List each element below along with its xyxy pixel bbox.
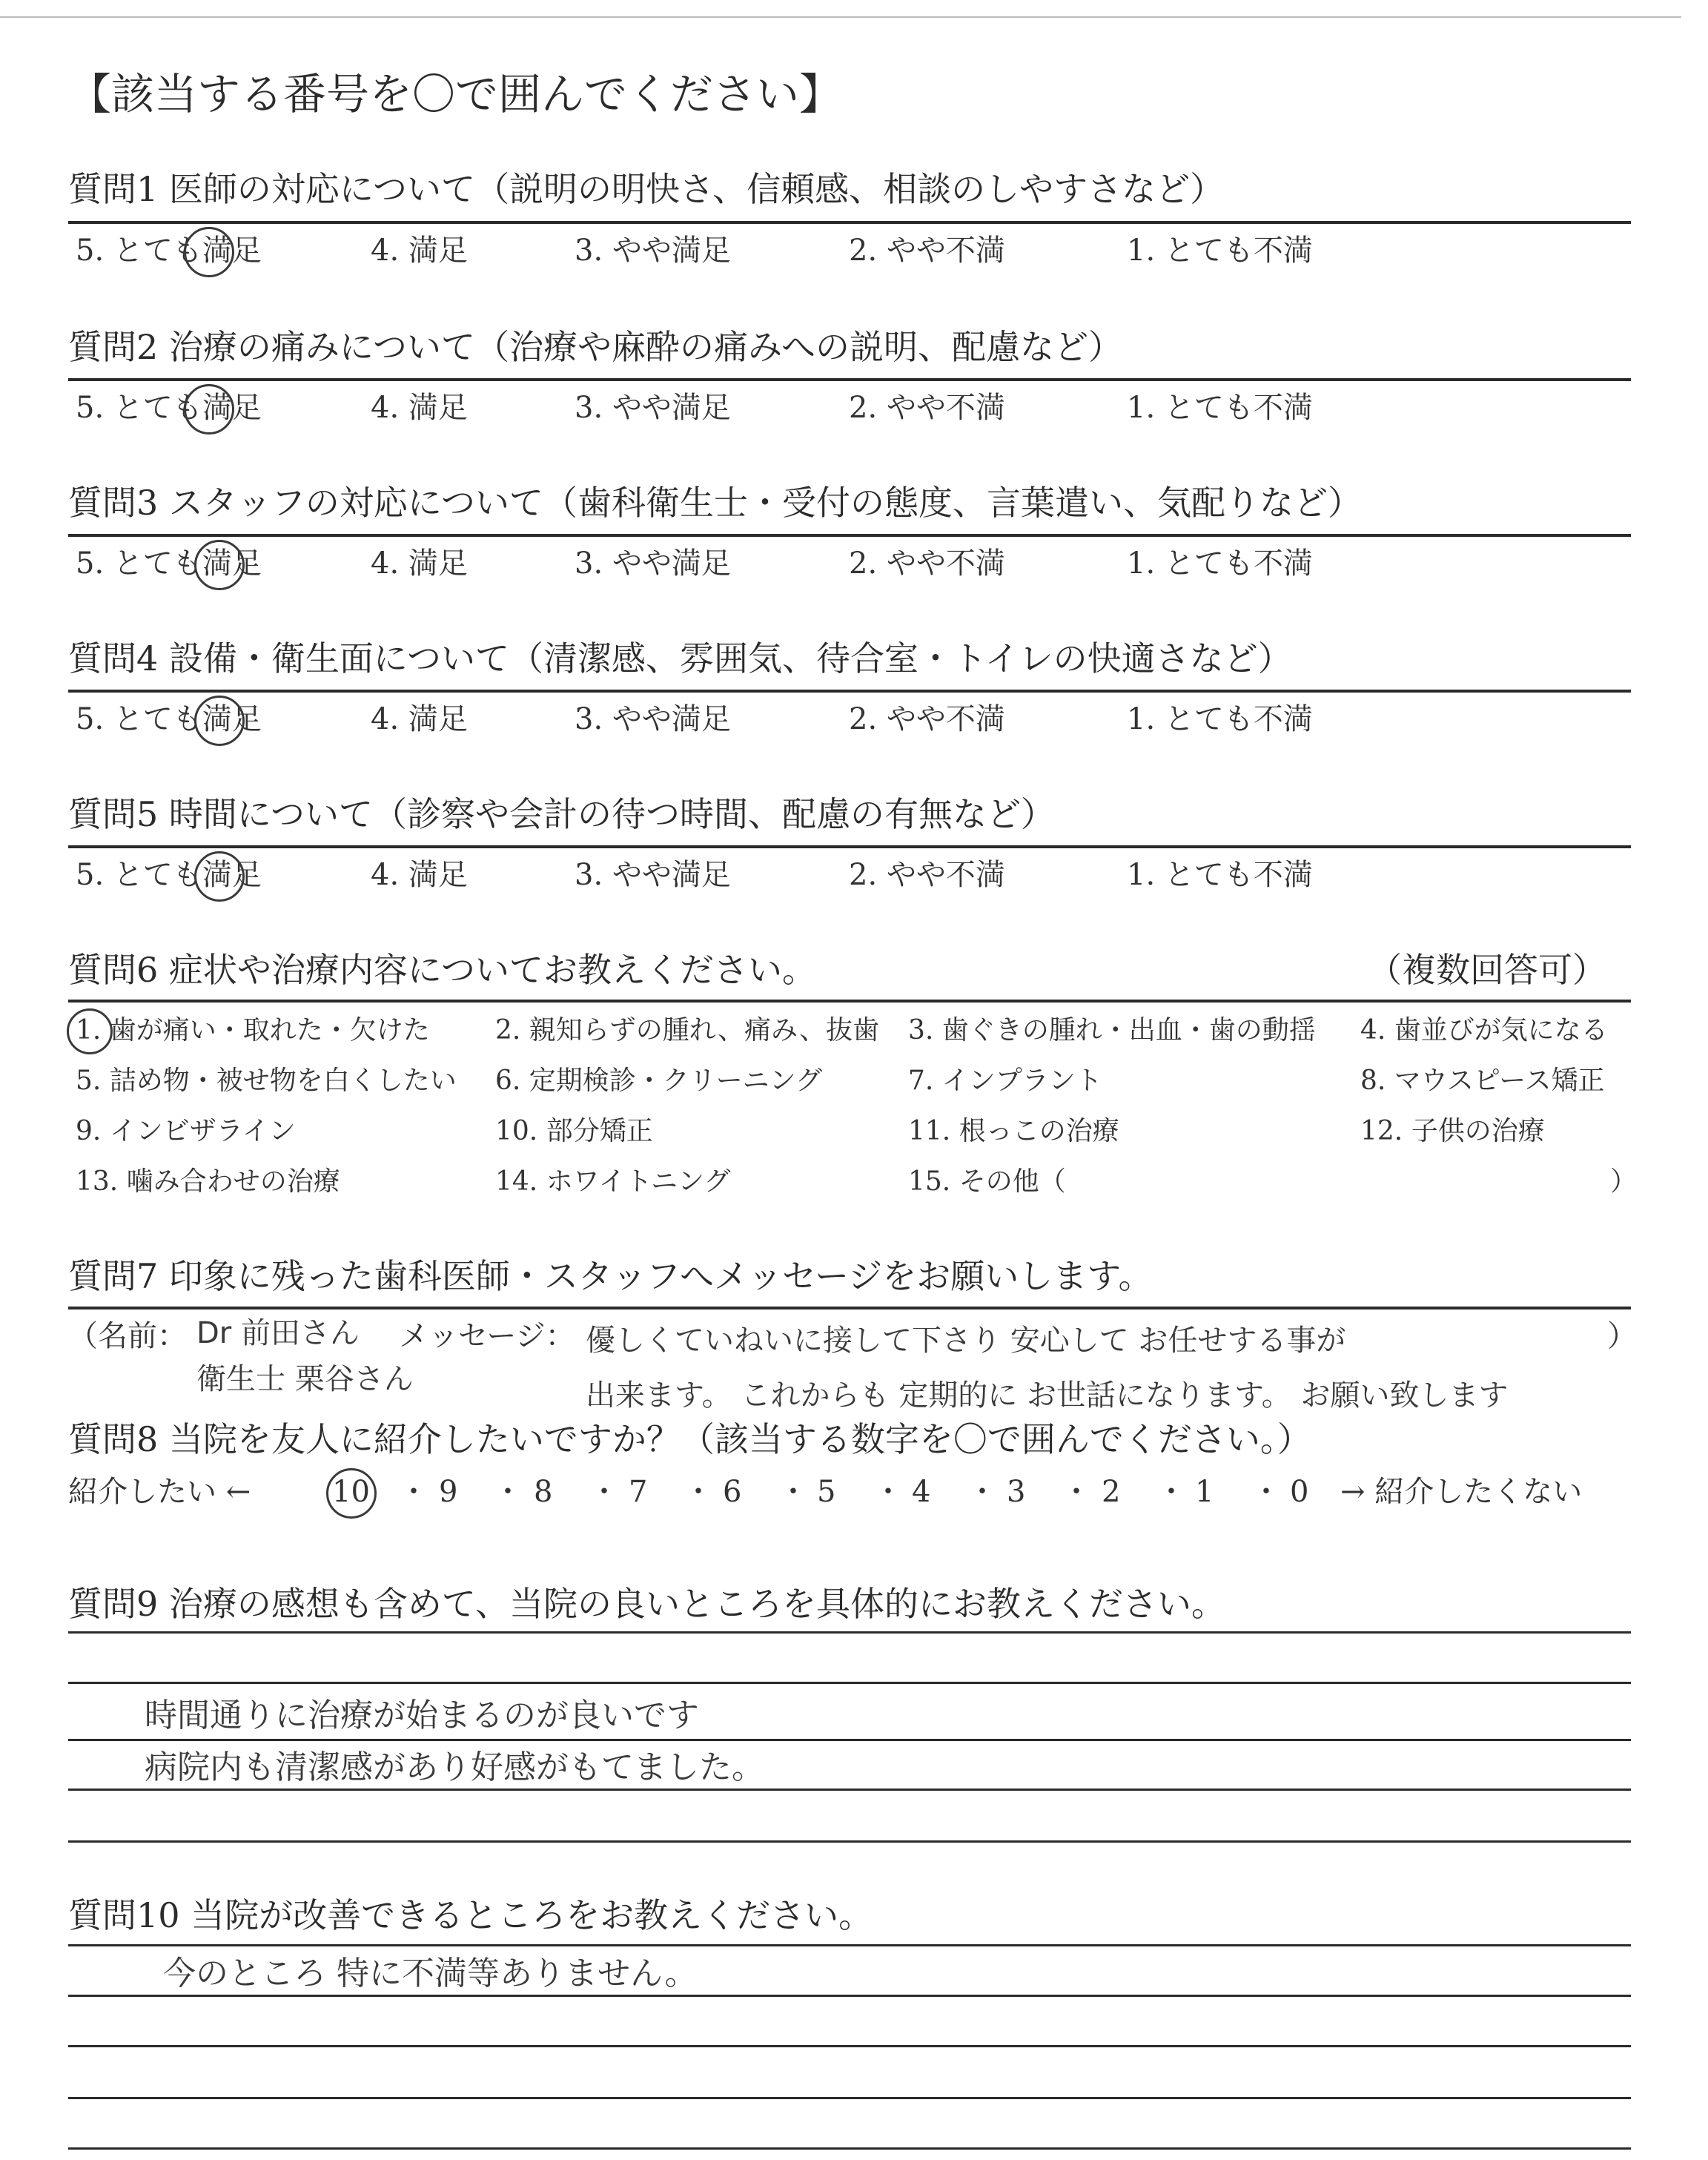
q8-left-label: 紹介したい ← <box>68 1475 251 1509</box>
q8-scale-dot: ・ <box>683 1475 713 1509</box>
q6-rule <box>68 1000 1631 1003</box>
q2-option-3[interactable]: 3. やや満足 <box>575 391 731 425</box>
q7-message-line-2: 出来ます。 これからも 定期的に お世話になります。 お願い致します <box>586 1378 1509 1413</box>
q8-scale-2[interactable]: 2 <box>1102 1475 1121 1509</box>
q7-message-line-1: 優しくていねいに接して下さり 安心して お任せする事が <box>586 1324 1346 1358</box>
q8-scale-dot: ・ <box>1156 1475 1186 1509</box>
q3-selected-circle <box>194 540 245 590</box>
q6-option-7[interactable]: 7. インプラント <box>908 1066 1102 1096</box>
q1-option-3[interactable]: 3. やや満足 <box>575 234 731 268</box>
q10-writing-line <box>68 1944 1631 1946</box>
q6-option-2[interactable]: 2. 親知らずの腫れ、痛み、抜歯 <box>495 1015 880 1046</box>
q6-option-8[interactable]: 8. マウスピース矯正 <box>1360 1066 1605 1096</box>
q1-option-2[interactable]: 2. やや不満 <box>849 234 1005 268</box>
q3-rule <box>68 534 1631 537</box>
q3-title: 質問3 スタッフの対応について（歯科衛生士・受付の態度、言葉遣い、気配りなど） <box>68 483 1362 523</box>
q8-scale-7[interactable]: 7 <box>629 1475 648 1509</box>
q6-option-11[interactable]: 11. 根っこの治療 <box>908 1116 1119 1146</box>
q2-option-1[interactable]: 1. とても不満 <box>1127 391 1313 425</box>
q3-option-4[interactable]: 4. 満足 <box>371 546 468 581</box>
q6-option-10[interactable]: 10. 部分矯正 <box>495 1116 653 1146</box>
q6-title: 質問6 症状や治療内容についてお教えください。 <box>68 950 816 990</box>
q7-rule <box>68 1307 1631 1309</box>
q8-scale-dot: ・ <box>967 1475 997 1509</box>
q6-selected-circle <box>67 1008 113 1054</box>
q9-answer-line-1: 時間通りに治療が始まるのが良いです <box>145 1697 699 1734</box>
q5-option-1[interactable]: 1. とても不満 <box>1127 858 1313 892</box>
q6-option-1[interactable]: 1. 歯が痛い・取れた・欠けた <box>76 1015 430 1046</box>
q4-selected-circle <box>194 696 245 746</box>
q1-rule <box>68 221 1631 224</box>
q9-answer-line-2: 病院内も清潔感があり好感がもてました。 <box>145 1748 764 1786</box>
q2-option-2[interactable]: 2. やや不満 <box>849 391 1005 425</box>
q7-title: 質問7 印象に残った歯科医師・スタッフへメッセージをお願いします。 <box>68 1256 1153 1296</box>
q5-option-4[interactable]: 4. 満足 <box>371 858 468 892</box>
q10-writing-line <box>68 2045 1631 2047</box>
q6-option-13[interactable]: 13. 噛み合わせの治療 <box>76 1166 340 1197</box>
q8-title: 質問8 当院を友人に紹介したいですか？（該当する数字を〇で囲んでください。） <box>68 1419 1311 1459</box>
q5-option-2[interactable]: 2. やや不満 <box>849 858 1005 892</box>
q3-option-2[interactable]: 2. やや不満 <box>849 546 1005 581</box>
q1-title: 質問1 医師の対応について（説明の明快さ、信頼感、相談のしやすさなど） <box>68 169 1225 209</box>
q5-rule <box>68 845 1631 848</box>
q6-note: （複数回答可） <box>1368 950 1606 990</box>
q4-option-1[interactable]: 1. とても不満 <box>1127 702 1313 736</box>
q8-scale-3[interactable]: 3 <box>1007 1475 1026 1509</box>
q7-name-value-2: 衛生士 栗谷さん <box>196 1362 414 1396</box>
q10-writing-line <box>68 2097 1631 2099</box>
q1-option-5[interactable]: 5. とても満足 <box>76 234 262 268</box>
q10-writing-line <box>68 2147 1631 2150</box>
q8-scale-dot: ・ <box>778 1475 808 1509</box>
q6-option-6[interactable]: 6. 定期検診・クリーニング <box>495 1066 823 1096</box>
q9-writing-line <box>68 1739 1631 1741</box>
q6-option-14[interactable]: 14. ホワイトニング <box>495 1166 731 1197</box>
q9-writing-line <box>68 1631 1631 1634</box>
q5-option-5[interactable]: 5. とても満足 <box>76 858 262 892</box>
q8-scale-8[interactable]: 8 <box>534 1475 553 1509</box>
q4-title: 質問4 設備・衛生面について（清潔感、雰囲気、待合室・トイレの快適さなど） <box>68 638 1292 678</box>
q8-scale-1[interactable]: 1 <box>1195 1475 1214 1509</box>
q4-option-2[interactable]: 2. やや不満 <box>849 702 1005 736</box>
q8-scale-0[interactable]: 0 <box>1290 1475 1309 1509</box>
q2-selected-circle <box>184 384 234 435</box>
q8-scale-10[interactable]: 10 <box>332 1475 370 1509</box>
q10-title: 質問10 当院が改善できるところをお教えください。 <box>68 1895 873 1935</box>
q8-scale-dot: ・ <box>1251 1475 1281 1509</box>
q2-option-4[interactable]: 4. 満足 <box>371 391 468 425</box>
q6-option-15-close: ） <box>1610 1166 1638 1197</box>
q7-close-paren: ） <box>1607 1319 1637 1353</box>
q9-writing-line <box>68 1682 1631 1684</box>
q5-title: 質問5 時間について（診察や会計の待つ時間、配慮の有無など） <box>68 794 1055 834</box>
q9-writing-line <box>68 1789 1631 1791</box>
q4-option-4[interactable]: 4. 満足 <box>371 702 468 736</box>
q8-selected-circle <box>326 1468 377 1519</box>
q10-answer-line-1: 今のところ 特に不満等ありません。 <box>163 1955 698 1992</box>
form-title: 【該当する番号を〇で囲んでください】 <box>68 69 843 119</box>
q1-option-1[interactable]: 1. とても不満 <box>1127 234 1313 268</box>
q2-rule <box>68 378 1631 381</box>
q9-writing-line <box>68 1840 1631 1843</box>
q3-option-5[interactable]: 5. とても満足 <box>76 546 262 581</box>
q8-scale-dot: ・ <box>399 1475 428 1509</box>
q5-option-3[interactable]: 3. やや満足 <box>575 858 731 892</box>
q2-title: 質問2 治療の痛みについて（治療や麻酔の痛みへの説明、配慮など） <box>68 327 1123 367</box>
q5-selected-circle <box>194 851 245 902</box>
q4-option-5[interactable]: 5. とても満足 <box>76 702 262 736</box>
top-border <box>0 16 1681 18</box>
q4-rule <box>68 690 1631 693</box>
q6-option-3[interactable]: 3. 歯ぐきの腫れ・出血・歯の動揺 <box>908 1015 1316 1046</box>
q3-option-3[interactable]: 3. やや満足 <box>575 546 731 581</box>
q8-scale-6[interactable]: 6 <box>723 1475 742 1509</box>
q2-option-5[interactable]: 5. とても満足 <box>76 391 262 425</box>
q6-option-5[interactable]: 5. 詰め物・被せ物を白くしたい <box>76 1066 457 1096</box>
q7-message-label: メッセージ： <box>399 1319 575 1353</box>
q4-option-3[interactable]: 3. やや満足 <box>575 702 731 736</box>
q1-selected-circle <box>184 227 234 277</box>
q7-name-label: （名前： <box>68 1319 187 1353</box>
q8-scale-dot: ・ <box>873 1475 903 1509</box>
q7-name-value-1: Dr 前田さん <box>196 1316 360 1350</box>
q6-option-4[interactable]: 4. 歯並びが気になる <box>1360 1015 1608 1046</box>
q8-scale-9[interactable]: 9 <box>439 1475 458 1509</box>
q8-scale-4[interactable]: 4 <box>912 1475 931 1509</box>
q8-scale-5[interactable]: 5 <box>817 1475 836 1509</box>
q6-option-15[interactable]: 15. その他（ <box>908 1166 1066 1197</box>
q10-writing-line <box>68 1995 1631 1997</box>
q1-option-4[interactable]: 4. 満足 <box>371 234 468 268</box>
q9-title: 質問9 治療の感想も含めて、当院の良いところを具体的にお教えください。 <box>68 1584 1225 1624</box>
q8-scale-dot: ・ <box>589 1475 619 1509</box>
q6-option-12[interactable]: 12. 子供の治療 <box>1360 1116 1545 1146</box>
q8-scale-dot: ・ <box>493 1475 523 1509</box>
q8-right-label: → 紹介したくない <box>1340 1475 1583 1509</box>
q3-option-1[interactable]: 1. とても不満 <box>1127 546 1313 581</box>
q8-scale-dot: ・ <box>1062 1475 1091 1509</box>
q6-option-9[interactable]: 9. インビザライン <box>76 1116 296 1146</box>
